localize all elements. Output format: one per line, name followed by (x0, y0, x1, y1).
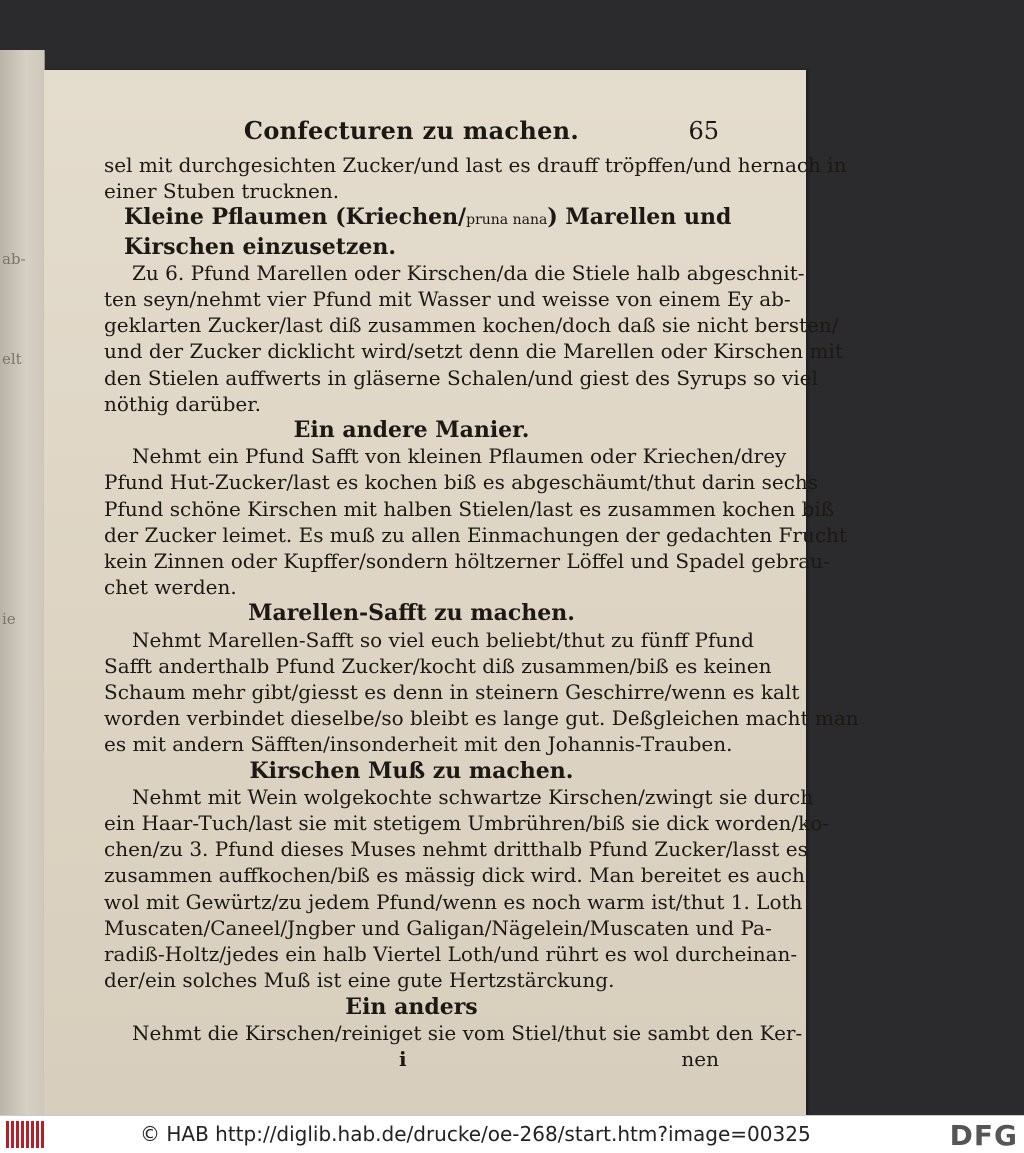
section-heading: Ein andere Manier. (293, 417, 530, 444)
text-line: sel mit durchgesichten Zucker/und last es drauff tröpffen/und hernach in (104, 153, 847, 177)
section-heading: Kirschen einzusetzen. (124, 233, 397, 260)
page-footer-line (104, 1046, 719, 1072)
signature-mark: i (399, 1046, 407, 1071)
text-line: Nehmt Marellen-Safft so viel euch beliebt/thut zu fünff Pfund (132, 627, 754, 652)
section-heading: Marellen-Safft zu machen. (248, 600, 575, 627)
ghost-text: ab- (2, 250, 26, 268)
section-heading: Kirschen Muß zu machen. (249, 757, 574, 784)
adjacent-page-edge (0, 50, 45, 1115)
text-line: Pfund schöne Kirschen mit halben Stielen/last es zusammen kochen biß (104, 496, 835, 521)
text-line: Nehmt ein Pfund Safft von kleinen Pflaumen oder Kriechen/drey (132, 444, 787, 469)
copyright-url[interactable]: © HAB http://diglib.hab.de/drucke/oe-268/start.htm?image=00325 (140, 1122, 811, 1146)
page-number: 65 (688, 117, 719, 145)
hab-logo-icon[interactable] (6, 1121, 46, 1148)
text-line: geklarten Zucker/last diß zusammen kochen/doch daß sie nicht bersten/ (104, 313, 839, 338)
document-page (44, 70, 859, 1120)
section-heading: Kleine Pflaumen (Kriechen/pruna nana) Marellen und (124, 204, 732, 231)
catchword: nen (681, 1046, 719, 1071)
text-line: den Stielen auffwerts in gläserne Schalen/und giest des Syrups so viel (104, 365, 818, 390)
body-text (104, 152, 859, 1046)
ghost-text: elt (2, 350, 22, 368)
ghost-text: ie (2, 610, 16, 628)
text-line: chen/zu 3. Pfund dieses Muses nehmt dritthalb Pfund Zucker/lasst es (104, 837, 808, 862)
text-line: chet werden. (104, 575, 237, 600)
text-line: radiß-Holtz/jedes ein halb Viertel Loth/und rührt es wol durcheinan- (104, 942, 798, 967)
latin-gloss: pruna nana (466, 212, 548, 229)
text-line: Pfund Hut-Zucker/last es kochen biß es abgeschäumt/thut darin sechs (104, 470, 819, 495)
viewer-footer (0, 1115, 1024, 1153)
section-heading: Ein anders (345, 993, 478, 1020)
text-line: einer Stuben trucknen. (104, 179, 340, 204)
text-line: nöthig darüber. (104, 391, 261, 416)
text-line: Nehmt die Kirschen/reiniget sie vom Stiel/thut sie sambt den Ker- (132, 1020, 803, 1045)
running-head: Confecturen zu machen. (243, 116, 580, 145)
text-line: Muscaten/Caneel/Jngber und Galigan/Nägelein/Muscaten und Pa- (104, 915, 772, 940)
text-line: wol mit Gewürtz/zu jedem Pfund/wenn es noch warm ist/thut 1. Loth (104, 889, 803, 914)
dfg-logo[interactable]: DFG (949, 1119, 1018, 1152)
text-line: der Zucker leimet. Es muß zu allen Einmachungen der gedachten Frucht (104, 522, 847, 547)
text-line: Nehmt mit Wein wolgekochte schwartze Kirschen/zwingt sie durch (132, 784, 814, 809)
text-line: es mit andern Säfften/insonderheit mit den Johannis-Trauben. (104, 732, 733, 757)
page-header (104, 118, 719, 152)
text-line: und der Zucker dicklicht wird/setzt denn die Marellen oder Kirschen mit (104, 339, 843, 364)
text-line: ein Haar-Tuch/last sie mit stetigem Umbrühren/biß sie dick worden/ko- (104, 811, 830, 836)
page-text (104, 116, 859, 1072)
text-line: zusammen auffkochen/biß es mässig dick wird. Man bereitet es auch (104, 863, 805, 888)
text-line: kein Zinnen oder Kupffer/sondern höltzerner Löffel und Spadel gebrau- (104, 549, 830, 574)
text-line: Safft anderthalb Pfund Zucker/kocht diß zusammen/biß es keinen (104, 653, 772, 678)
text-line: ten seyn/nehmt vier Pfund mit Wasser und weisse von einem Ey ab- (104, 287, 791, 312)
text-line: Zu 6. Pfund Marellen oder Kirschen/da die Stiele halb abgeschnit- (132, 260, 805, 285)
text-line: der/ein solches Muß ist eine gute Hertzstärckung. (104, 968, 615, 993)
text-line: Schaum mehr gibt/giesst es denn in steinern Geschirre/wenn es kalt (104, 680, 800, 705)
text-line: worden verbindet dieselbe/so bleibt es lange gut. Deßgleichen macht man (104, 706, 859, 731)
